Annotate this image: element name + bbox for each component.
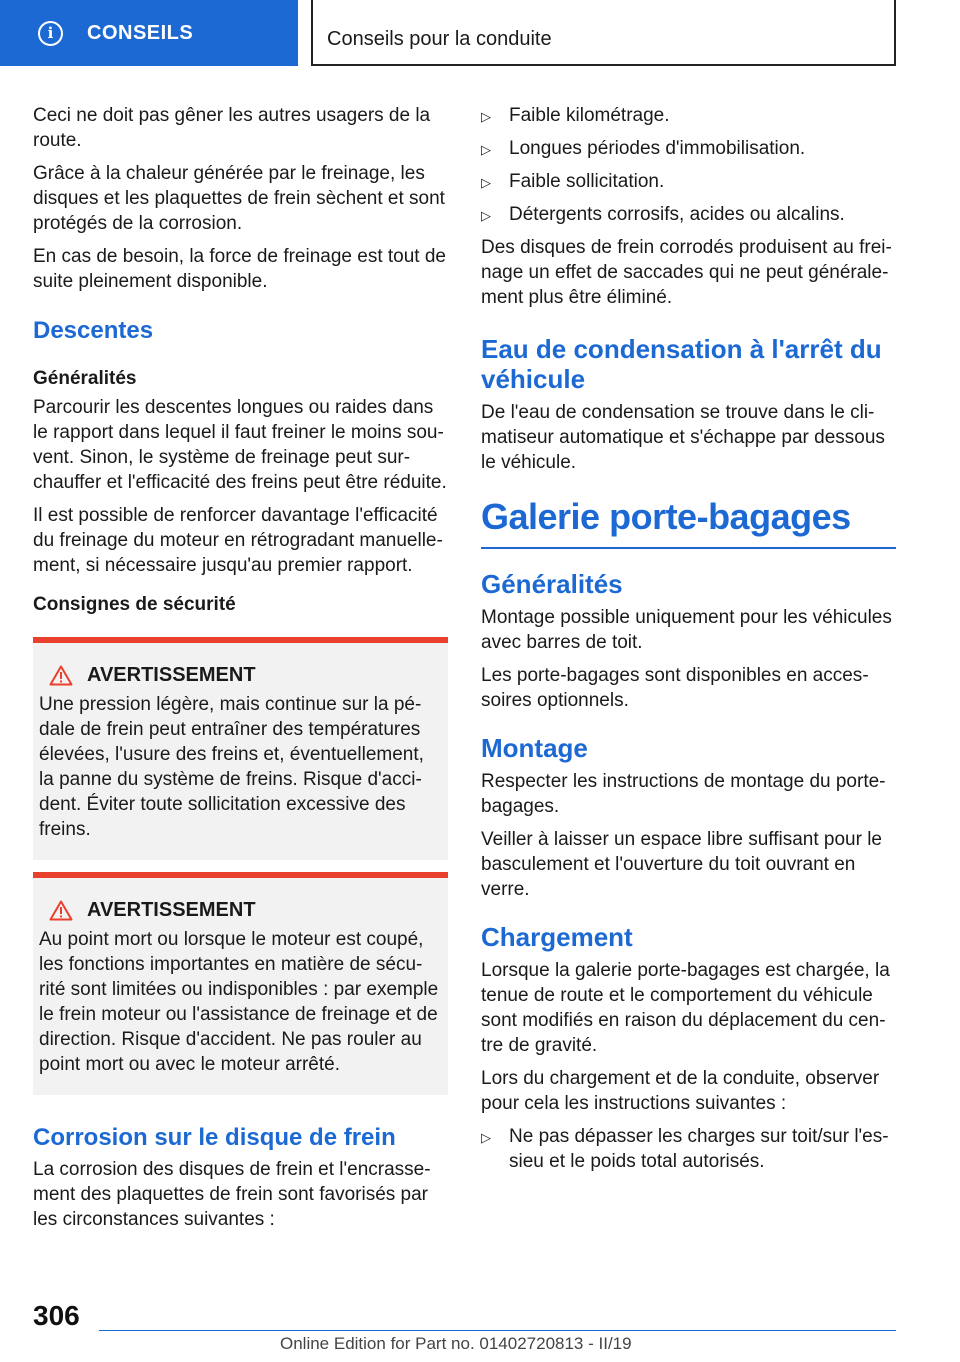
left-column [33, 103, 448, 1240]
bullet-triangle-icon: ▷ [481, 175, 491, 190]
paragraph: Veiller à laisser un espace libre suffisant pour le basculement et l'ouverture du toit ouvrant en verre. [481, 829, 882, 900]
footer-edition: Online Edition for Part no. 01402720813 - II/19 [280, 1334, 632, 1353]
paragraph: En cas de besoin, la force de freinage est tout de suite pleinement disponible. [33, 246, 446, 292]
bullet-triangle-icon: ▷ [481, 142, 491, 157]
list-item [481, 1124, 896, 1174]
heading-generalites: Généralités [481, 569, 623, 599]
heading-generalites: Généralités [33, 368, 137, 389]
right-column [481, 103, 896, 1181]
paragraph: Ceci ne doit pas gêner les autres usagers de la route. [33, 105, 431, 151]
bullet-triangle-icon: ▷ [481, 109, 491, 124]
list-item-text: Faible kilométrage. [509, 105, 670, 126]
paragraph: Montage possible uniquement pour les véhicules avec barres de toit. [481, 607, 892, 653]
paragraph: Grâce à la chaleur générée par le freinage, les disques et les plaquettes de frein sèchent et sont protégés de la corrosion. [33, 163, 445, 234]
heading-montage: Montage [481, 733, 588, 763]
warning-header [39, 898, 440, 923]
warning-title: AVERTISSEMENT [87, 899, 256, 921]
list-item [481, 202, 896, 228]
list-item [481, 103, 896, 129]
footer-divider [99, 1330, 896, 1331]
list-item-text: Faible sollicitation. [509, 171, 665, 192]
warning-header [39, 663, 440, 688]
warning-title: AVERTISSEMENT [87, 664, 256, 686]
heading-condensation: Eau de condensation à l'arrêt du véhicule [481, 334, 882, 394]
page-number: 306 [33, 1300, 80, 1331]
bullet-list [481, 103, 896, 228]
heading-corrosion: Corrosion sur le disque de frein [33, 1124, 396, 1151]
paragraph: Respecter les instructions de montage du porte-bagages. [481, 771, 886, 817]
paragraph: Des disques de frein corrodés produisent au freinage un effet de saccades qui ne peut généralement plus être éliminé. [481, 237, 892, 308]
paragraph: De l'eau de condensation se trouve dans le climatiseur automatique et s'échappe par dessous le véhicule. [481, 402, 885, 473]
list-item-text: Ne pas dépasser les charges sur toit/sur l'essieu et le poids total autorisés. [509, 1126, 889, 1172]
heading-descentes: Descentes [33, 317, 154, 344]
list-item [481, 136, 896, 162]
paragraph: Lorsque la galerie porte-bagages est chargée, la tenue de route et le comportement du véhicule sont modifiés en raison du déplacement du centre de gravité. [481, 960, 890, 1056]
warning-text: Au point mort ou lorsque le moteur est coupé, les fonctions importantes en matière de sécurité sont limitées ou indisponibles : par exemple le frein moteur ou l'assistance de freinage et de direction. Risque d'accident. Ne pas rouler au point mort ou avec le moteur arrêté. [39, 929, 439, 1075]
section-label: CONSEILS [87, 21, 194, 44]
heading-consignes: Consignes de sécurité [33, 594, 236, 615]
paragraph: La corrosion des disques de frein et l'encrassement des plaquettes de frein sont favorisés par les circonstances suivantes : [33, 1159, 431, 1230]
paragraph: Il est possible de renforcer davantage l'efficacité du freinage du moteur en rétrogradant manuellement, si nécessaire jusqu'au premier rapport. [33, 505, 443, 576]
page-title: Conseils pour la conduite [311, 0, 896, 66]
paragraph: Lors du chargement et de la conduite, observer pour cela les instructions suivantes : [481, 1068, 880, 1114]
warning-triangle-icon [49, 665, 73, 686]
warning-triangle-icon [49, 900, 73, 921]
warning-text: Une pression légère, mais continue sur la pédale de frein peut entraîner des températures élevées, l'usure des freins et, éventuellement, la panne du système de freins. Risque d'accident. Éviter toute sollicitation excessive des freins. [39, 694, 424, 840]
info-icon: i [38, 21, 63, 46]
warning-box [33, 872, 448, 1095]
bullet-list [481, 1124, 896, 1174]
paragraph: Les porte-bagages sont disponibles en accessoires optionnels. [481, 665, 869, 711]
heading-chargement: Chargement [481, 922, 633, 952]
heading-galerie: Galerie porte-bagages [481, 497, 896, 549]
paragraph: Parcourir les descentes longues ou raides dans le rapport dans lequel il faut freiner le moins souvent. Sinon, le système de freinage peut surchauffer et l'efficacité des freins peut être réduite. [33, 397, 447, 493]
list-item-text: Détergents corrosifs, acides ou alcalins. [509, 204, 845, 225]
bullet-triangle-icon: ▷ [481, 1130, 491, 1145]
section-tab[interactable] [0, 0, 298, 66]
warning-box [33, 637, 448, 860]
list-item [481, 169, 896, 195]
list-item-text: Longues périodes d'immobilisation. [509, 138, 806, 159]
bullet-triangle-icon: ▷ [481, 208, 491, 223]
